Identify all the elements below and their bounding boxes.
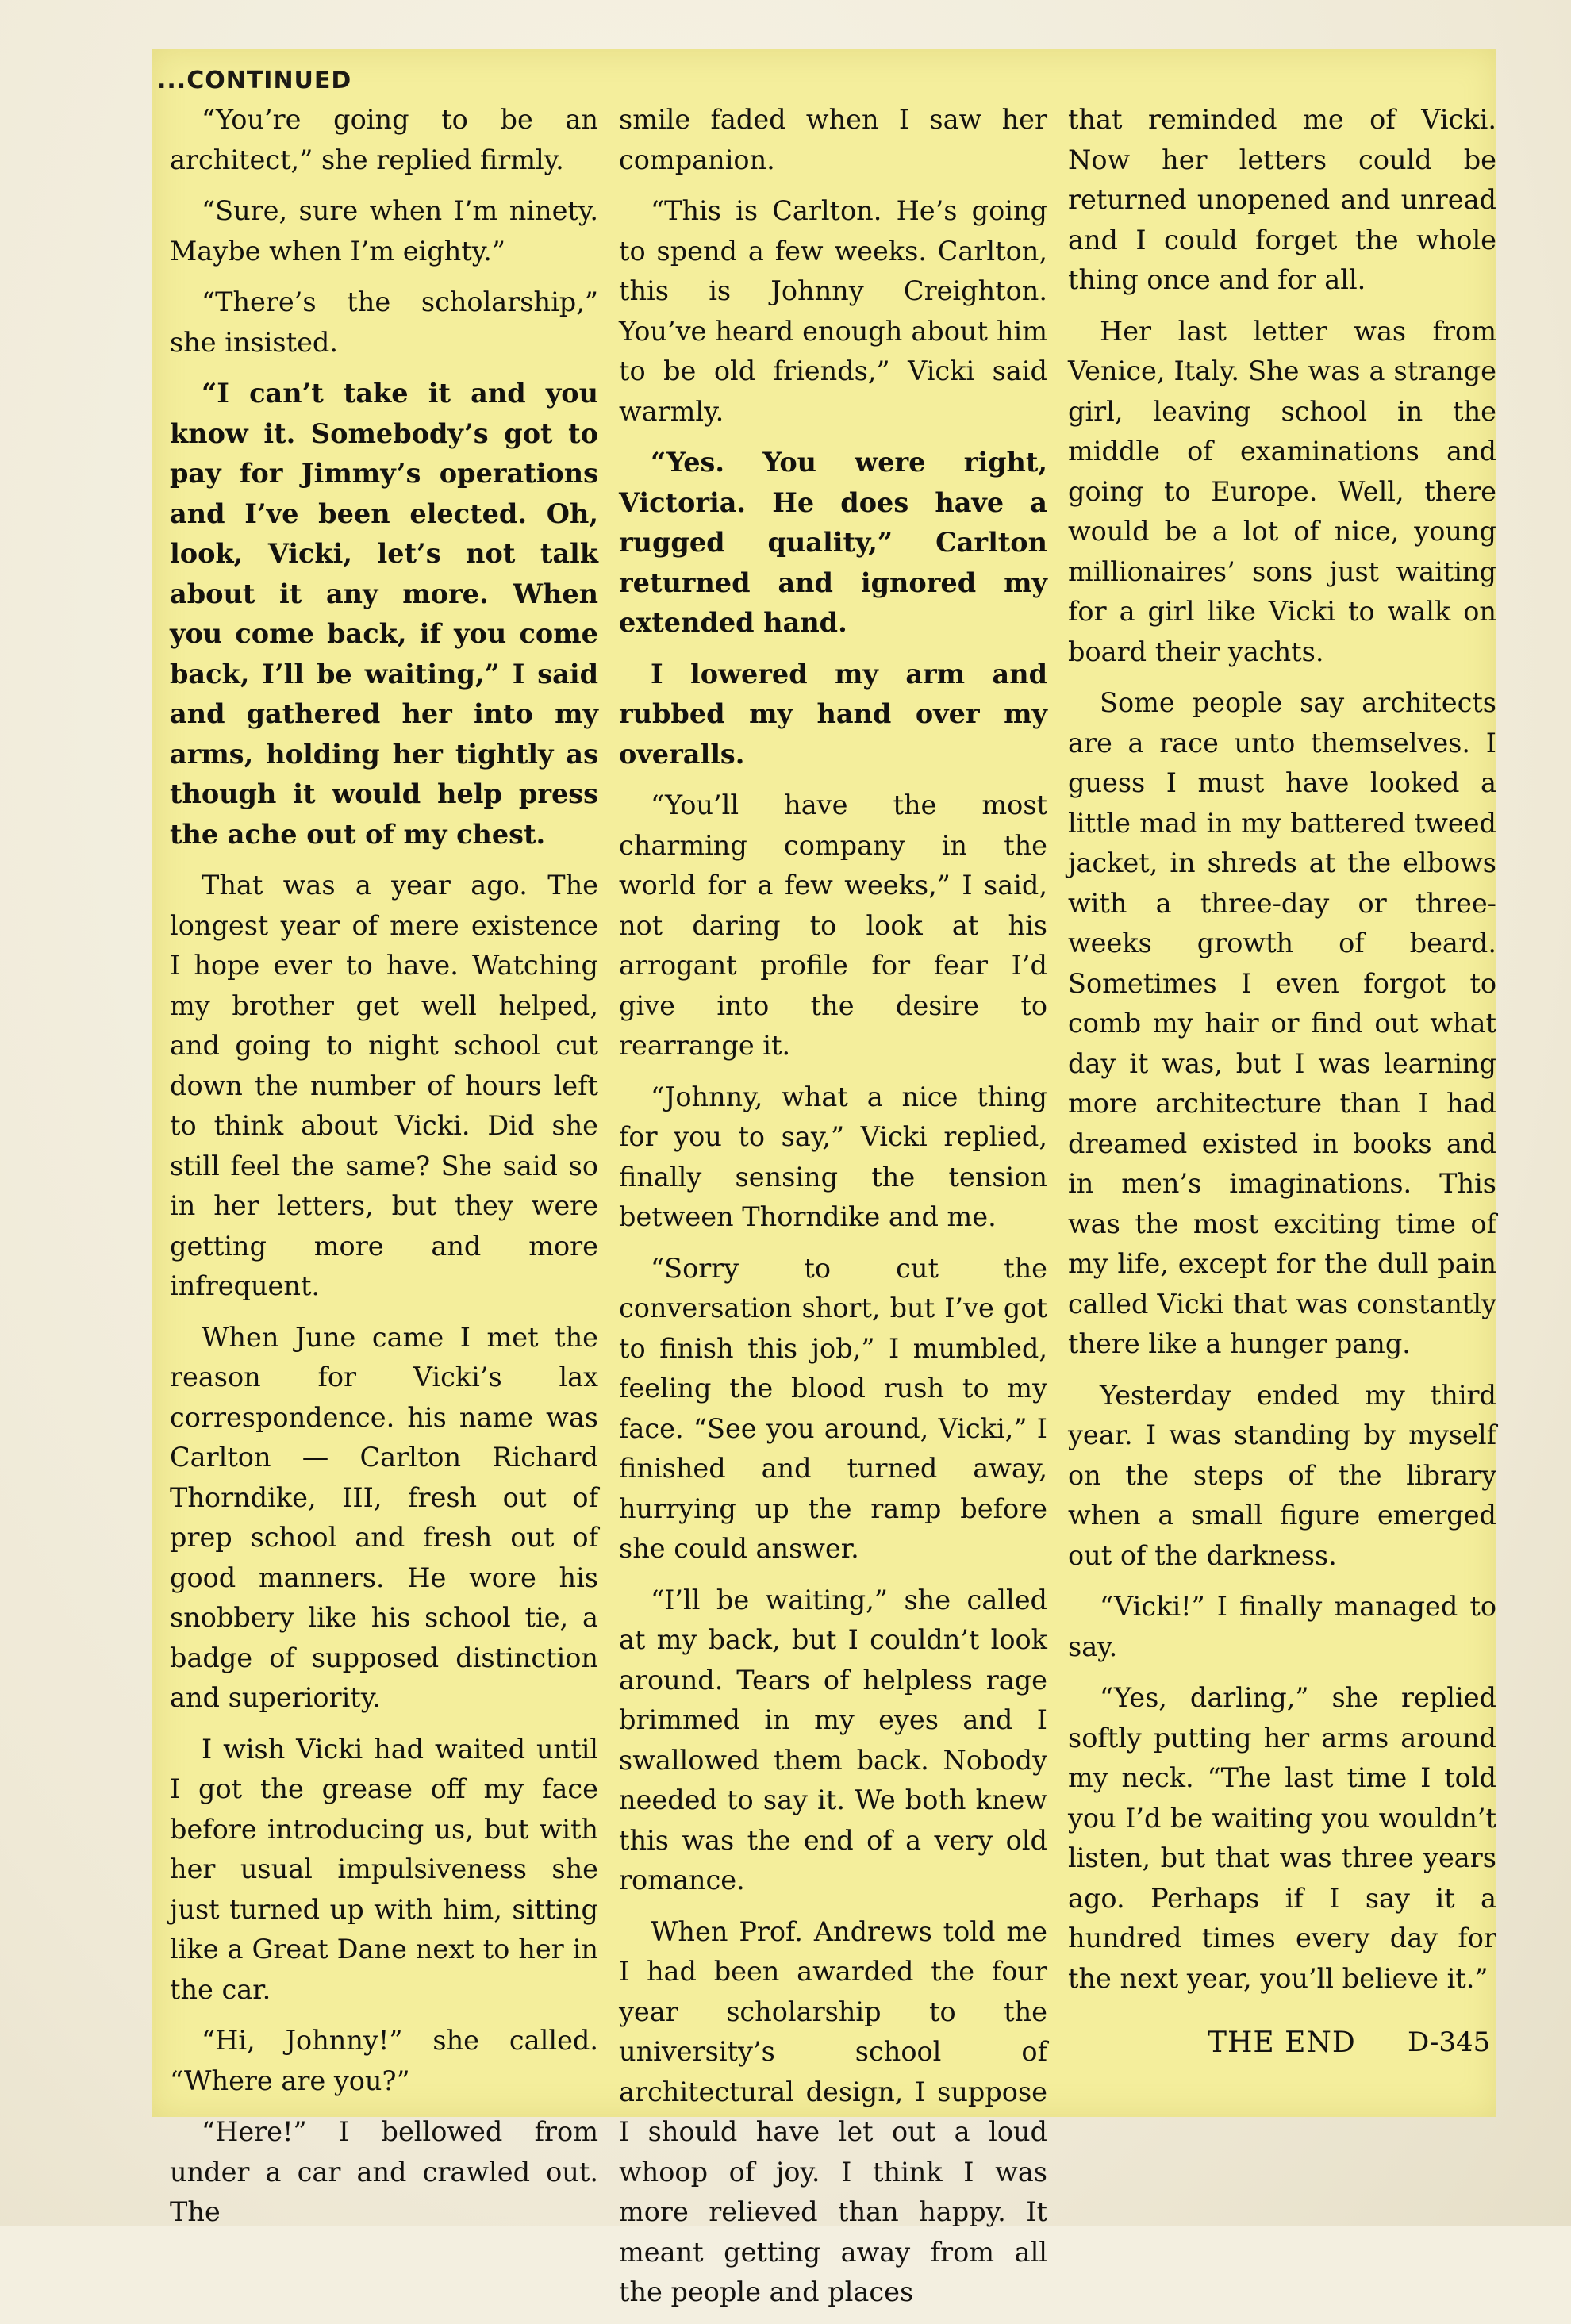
paragraph: “Hi, Johnny!” she called. “Where are you?” (170, 2025, 598, 2096)
paragraph: “Yes. You were right, Victoria. He does have a rugged quality,” Carlton returned and ignored my extended hand. (619, 447, 1047, 638)
page-code: D-345 (1408, 2026, 1491, 2058)
paragraph: Her last letter was from Venice, Italy. She was a strange girl, leaving school in the middle of examinations and going to Europe. Well, there would be a lot of nice, young millionaires’ sons just waiting for a girl like Vicki to walk on board their yachts. (1068, 315, 1496, 667)
column-1 (170, 100, 598, 2244)
paragraph: smile faded when I saw her companion. (619, 104, 1047, 175)
paragraph: “Vicki!” I finally managed to say. (1068, 1591, 1496, 1662)
paragraph: “This is Carlton. He’s going to spend a few weeks. Carlton, this is Johnny Creighton. You’ve heard enough about him to be old friends,” Vicki said warmly. (619, 195, 1047, 427)
paragraph: Some people say architects are a race unto themselves. I guess I must have looked a little mad in my battered tweed jacket, in shreds at the elbows with a three-day or three-weeks growth of beard. Sometimes I even forgot to comb my hair or find out what day it was, but I was learning more architecture than I had dreamed existed in books and in men’s imaginations. This was the most exciting time of my life, except for the dull pain called Vicki that was constantly there like a hunger pang. (1068, 687, 1496, 1359)
paragraph: “Johnny, what a nice thing for you to say,” Vicki replied, finally sensing the tension between Thorndike and me. (619, 1081, 1047, 1232)
paragraph: “I can’t take it and you know it. Somebody’s got to pay for Jimmy’s operations and I’ve been elected. Oh, look, Vicki, let’s not talk about it any more. When you come back, if you come back, I’ll be waiting,” I said and gathered her into my arms, holding her tightly as though it would help press the ache out of my chest. (170, 378, 598, 850)
paragraph: “There’s the scholarship,” she insisted. (170, 286, 598, 358)
paragraph: that reminded me of Vicki. Now her letters could be returned unopened and unread and I could forget the whole thing once and for all. (1068, 104, 1496, 295)
paragraph: When June came I met the reason for Vicki’s lax correspondence. his name was Carlton — Carlton Richard Thorndike, III, fresh out of prep school and fresh out of good manners. He wore his snobbery like his school tie, a badge of supposed distinction and superiority. (170, 1321, 598, 1713)
paragraph: That was a year ago. The longest year of mere existence I hope ever to have. Watching my brother get well helped, and going to night school cut down the number of hours left to think about Vicki. Did she still feel the same? She said so in her letters, but they were getting more and more infrequent. (170, 870, 598, 1301)
column-2 (619, 100, 1047, 2324)
paragraph: “Sorry to cut the conversation short, but I’ve got to finish this job,” I mumbled, feeling the blood rush to my face. “See you around, Vicki,” I finished and turned away, hurrying up the ramp before she could answer. (619, 1252, 1047, 1564)
paragraph: “Yes, darling,” she replied softly putting her arms around my neck. “The last time I told you I’d be waiting you wouldn’t listen, but that was three years ago. Perhaps if I say it a hundred times every day for the next year, you’ll believe it.” (1068, 1682, 1496, 1994)
paragraph: “Here!” I bellowed from under a car and crawled out. The (170, 2116, 598, 2227)
paragraph: Yesterday ended my third year. I was standing by myself on the steps of the library when a small figure emerged out of the darkness. (1068, 1379, 1496, 1571)
paragraph: “I’ll be waiting,” she called at my back, but I couldn’t look around. Tears of helpless rage brimmed in my eyes and I swallowed them back. Nobody needed to say it. We both knew this was the end of a very old romance. (619, 1584, 1047, 1896)
paragraph: I wish Vicki had waited until I got the grease off my face before introducing us, but with her usual impulsiveness she just turned up with him, sitting like a Great Dane next to her in the car. (170, 1733, 598, 2005)
paragraph: “You’re going to be an architect,” she replied firmly. (170, 104, 598, 175)
paragraph: “You’ll have the most charming company in the world for a few weeks,” I said, not daring to look at his arrogant profile for fear I’d give into the desire to rearrange it. (619, 789, 1047, 1061)
the-end-label: THE END (1208, 2026, 1356, 2059)
paragraph: When Prof. Andrews told me I had been awarded the four year scholarship to the university’s school of architectural design, I suppose I should have let out a loud whoop of joy. I think I was more relieved than happy. It meant getting away from all the people and places (619, 1915, 1047, 2307)
continued-label: ...CONTINUED (157, 67, 352, 94)
paragraph: I lowered my arm and rubbed my hand over my overalls. (619, 658, 1047, 770)
column-3 (1068, 100, 1496, 2010)
paragraph: “Sure, sure when I’m ninety. Maybe when I’m eighty.” (170, 195, 598, 267)
